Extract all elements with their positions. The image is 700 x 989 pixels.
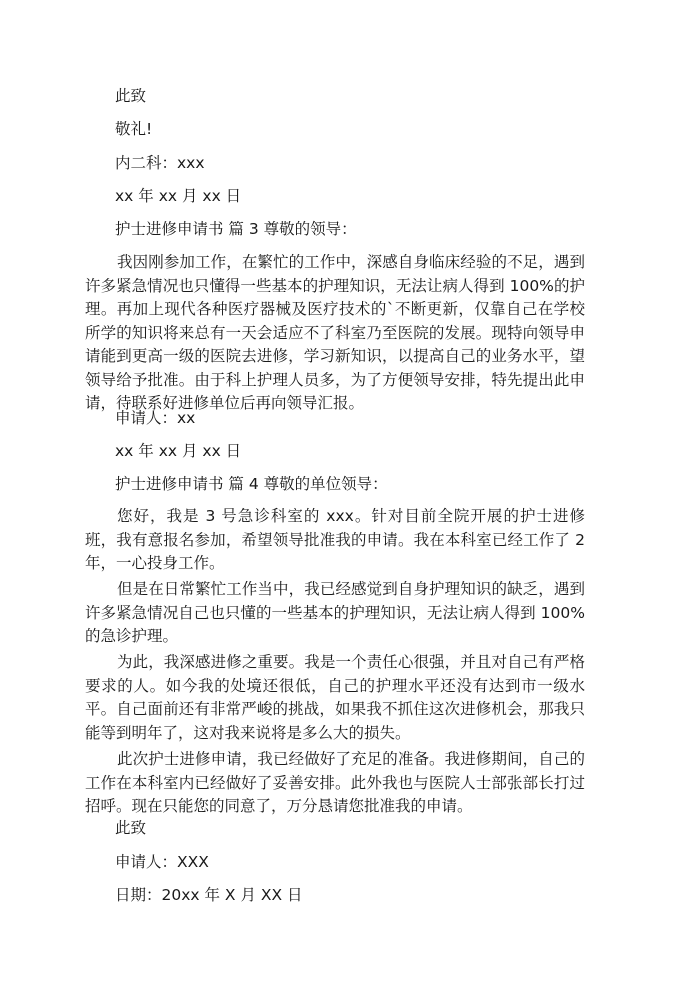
body-paragraph-3: 我因刚参加工作，在繁忙的工作中，深感自身临床经验的不足，遇到许多紧急情况也只懂得一些基本的护理知识，无法让病人得到 100%的护理。再加上现代各种医疗器械及医疗技术的`不断更新，仅靠自己在学校所学的知识将来总有一天会适应不了科室乃至医院的发展。现特向领导申请能到更高一级的医院去进修，学习新知识，以提高自己的业务水平，望领导给予批准。由于科上护理人员多，为了方便领导安排，特先提出此申请，待联系好进修单位后再向领导汇报。 xyxy=(85,253,585,412)
body-paragraph-4-4: 此次护士进修申请，我已经做好了充足的准备。我进修期间，自己的工作在本科室内已经做好了妥善安排。此外我也与医院人士部张部长打过招呼。现在只能您的同意了，万分恳请您批准我的申请。 xyxy=(85,750,585,815)
department-signature: 内二科：xxx xyxy=(115,154,205,172)
body-paragraph-4-3: 为此，我深感进修之重要。我是一个责任心很强，并且对自己有严格要求的人。如今我的处境还很低，自己的护理水平还没有达到市一级水平。自己面前还有非常严峻的挑战，如果我不抓住这次进修机会，那我只能等到明年了，这对我来说将是多么大的损失。 xyxy=(85,653,585,742)
date-line-4: 日期：20xx 年 X 月 XX 日 xyxy=(115,886,303,904)
salutation-text: 敬礼! xyxy=(115,120,153,138)
date-line: xx 年 xx 月 xx 日 xyxy=(115,187,242,205)
applicant-line-4: 申请人：XXX xyxy=(115,853,209,871)
section-heading-4: 护士进修申请书 篇 4 尊敬的单位领导： xyxy=(115,475,388,493)
date-line-3: xx 年 xx 月 xx 日 xyxy=(115,442,242,460)
section-heading-3: 护士进修申请书 篇 3 尊敬的领导： xyxy=(115,220,357,238)
body-paragraph-4-2: 但是在日常繁忙工作当中，我已经感觉到自身护理知识的缺乏，遇到许多紧急情况自己也只懂的一些基本的护理知识，无法让病人得到 100%的急诊护理。 xyxy=(85,580,585,645)
closing-text-4: 此致 xyxy=(115,819,147,837)
applicant-line-3: 申请人：xx xyxy=(115,409,196,427)
body-paragraph-4-1: 您好，我是 3 号急诊科室的 xxx。针对目前全院开展的护士进修班，我有意报名参加，希望领导批准我的申请。我在本科室已经工作了 2 年，一心投身工作。 xyxy=(85,507,585,572)
closing-text: 此致 xyxy=(115,87,147,105)
